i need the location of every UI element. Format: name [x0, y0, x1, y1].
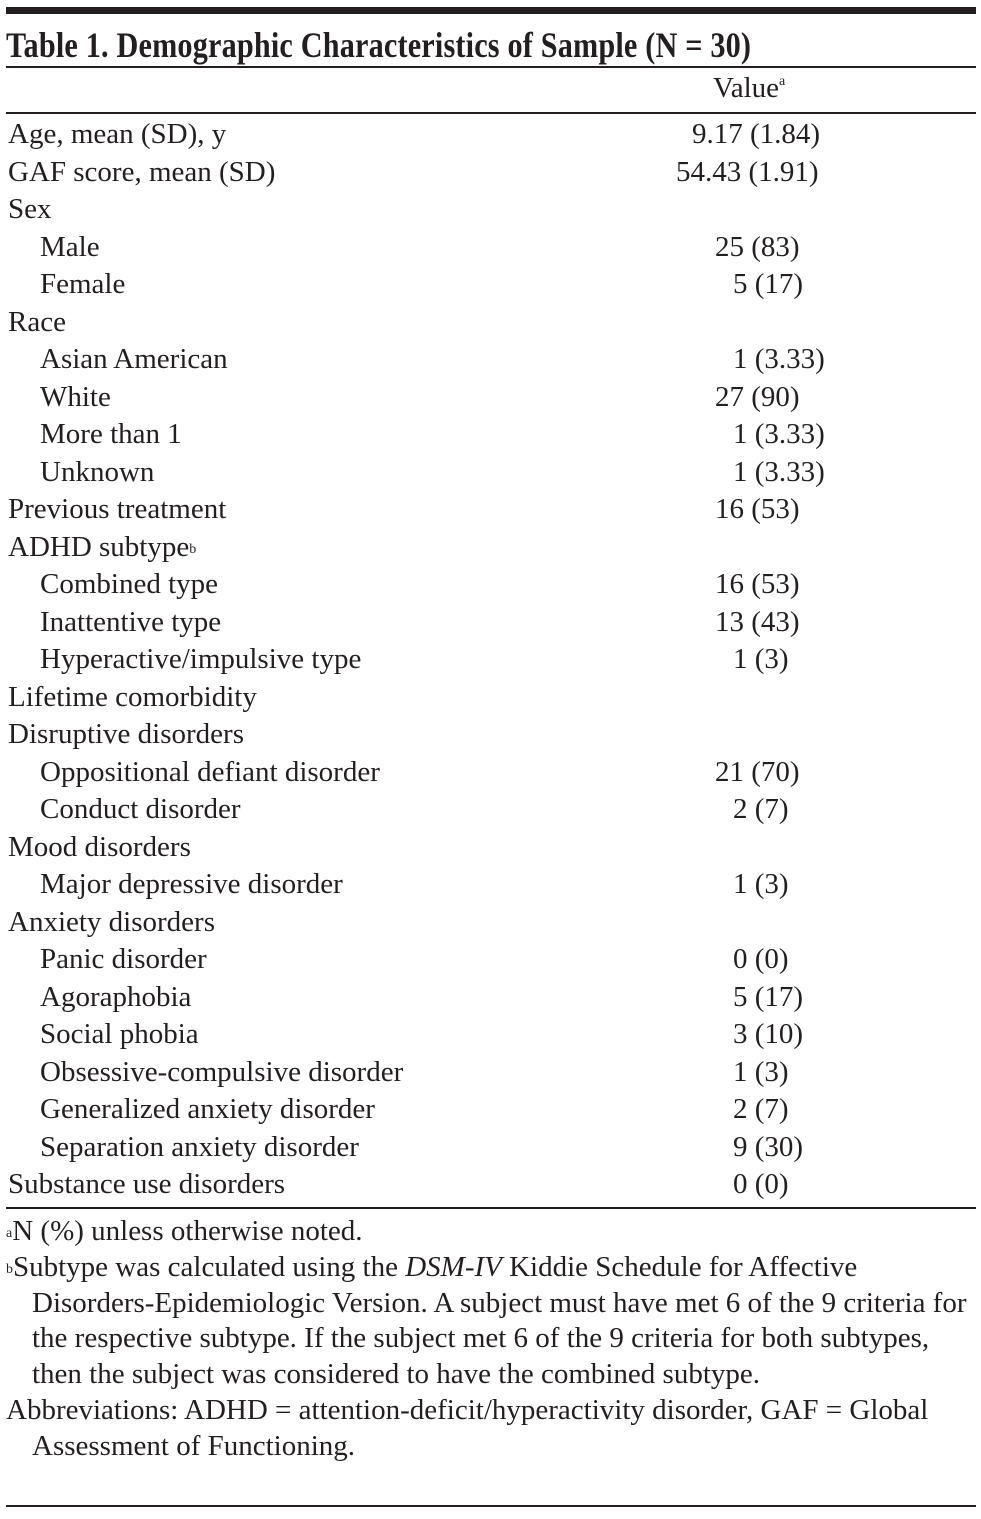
- footnote-text: Subtype was calculated using the: [13, 1250, 406, 1283]
- row-label: [8, 491, 226, 529]
- table-body: [0, 116, 981, 1204]
- row-label-text: Previous treatment: [8, 493, 227, 525]
- row-value: 9 (30): [733, 1130, 804, 1163]
- table-row: [0, 191, 981, 229]
- row-value: 25 (83): [715, 230, 800, 263]
- row-label: [8, 116, 226, 154]
- row-value: 0 (0): [733, 943, 789, 975]
- row-label: [8, 191, 52, 229]
- table-row: [0, 266, 981, 304]
- row-label: [8, 154, 275, 192]
- row-label: [8, 679, 257, 717]
- abbreviations: Abbreviations: ADHD = attention-deficit/hyperactivity disorder, GAF = Global Assessment of Functioning.: [6, 1393, 929, 1462]
- row-label-text: Unknown: [40, 455, 155, 488]
- table-row: [0, 566, 981, 604]
- row-label: [40, 1129, 359, 1167]
- footnote-mark: a: [779, 74, 786, 89]
- row-value: 16 (53): [715, 493, 800, 525]
- row-value: 1 (3.33): [733, 418, 825, 450]
- table-row: [0, 791, 981, 829]
- table-row: [0, 116, 981, 154]
- row-value: 0 (0): [733, 1168, 789, 1200]
- footnotes: [6, 1214, 976, 1465]
- bottom-rule: [6, 1505, 976, 1507]
- top-thick-rule: [6, 7, 976, 14]
- table-row: [0, 604, 981, 642]
- row-label: [40, 379, 111, 417]
- table-row: [0, 679, 981, 717]
- column-header-value: [713, 72, 785, 105]
- table-row: [0, 154, 981, 192]
- row-label: [40, 754, 380, 792]
- row-label: [8, 529, 196, 567]
- table-row: [0, 1091, 981, 1129]
- table-row: [0, 754, 981, 792]
- table-title: Table 1. Demographic Characteristics of Sample (N = 30): [6, 25, 752, 65]
- row-label: [40, 266, 125, 304]
- row-label: [8, 304, 66, 342]
- row-label: [40, 416, 182, 454]
- table-row: [0, 454, 981, 492]
- row-label: [40, 641, 361, 679]
- row-label-text: Major depressive disorder: [40, 868, 343, 900]
- row-label: [40, 341, 228, 379]
- footnote-b: [6, 1250, 976, 1393]
- row-value: 1 (3): [733, 868, 789, 900]
- row-label-text: Mood disorders: [8, 830, 191, 863]
- row-value: 5 (17): [733, 268, 804, 300]
- row-label: [40, 1091, 375, 1129]
- table-row: [0, 941, 981, 979]
- row-label-text: Anxiety disorders: [8, 905, 215, 938]
- column-header-label: Value: [713, 72, 780, 104]
- table-row: [0, 379, 981, 417]
- table-row: [0, 416, 981, 454]
- row-label: [40, 604, 221, 642]
- row-value: 27 (90): [715, 380, 800, 413]
- row-label: [40, 791, 241, 829]
- header-rule: [6, 112, 976, 114]
- row-value: 3 (10): [733, 1018, 804, 1050]
- row-label: [40, 866, 343, 904]
- table-row: [0, 716, 981, 754]
- row-label-text: Combined type: [40, 568, 219, 600]
- table-row: [0, 829, 981, 867]
- row-label-text: Female: [40, 268, 126, 300]
- table-row: [0, 979, 981, 1017]
- row-value: 1 (3): [733, 643, 789, 675]
- row-value: 5 (17): [733, 980, 804, 1013]
- row-value: 21 (70): [715, 755, 800, 788]
- table-row: [0, 904, 981, 942]
- table-row: [0, 1016, 981, 1054]
- row-label-text: Generalized anxiety disorder: [40, 1093, 375, 1125]
- row-value: 16 (53): [715, 568, 800, 600]
- footnote-mark: a: [6, 1226, 13, 1241]
- row-value: 13 (43): [715, 605, 800, 638]
- row-label: [40, 566, 218, 604]
- row-label: [40, 454, 154, 492]
- footnote-mark: b: [189, 541, 197, 557]
- table-row: [0, 491, 981, 529]
- row-label-text: Separation anxiety disorder: [40, 1130, 359, 1163]
- row-label-text: Asian American: [40, 343, 228, 375]
- row-label-text: Oppositional defiant disorder: [40, 755, 380, 788]
- row-label-text: Hyperactive/impulsive type: [40, 643, 362, 675]
- row-label-text: Disruptive disorders: [8, 718, 244, 750]
- row-label-text: More than 1: [40, 418, 182, 450]
- row-label-text: Sex: [8, 193, 52, 225]
- row-label-text: Male: [40, 230, 100, 263]
- title-rule: [6, 66, 976, 68]
- row-label: [8, 716, 244, 754]
- row-label: [40, 941, 207, 979]
- table-row: [0, 1129, 981, 1167]
- footnote-a: [6, 1214, 976, 1250]
- row-label-text: White: [40, 380, 111, 413]
- row-label-text: Substance use disorders: [8, 1168, 286, 1200]
- row-value: 1 (3.33): [733, 455, 825, 488]
- row-label: [8, 904, 215, 942]
- row-label: [40, 1054, 403, 1092]
- row-label-text: Social phobia: [40, 1018, 199, 1050]
- footnote-text: Kiddie Schedule for Affective Disorders-Epidemiologic Version. A subject must have met 6 of the 9 criteria for the respective subtype. If the subject met 6 of the 9 criteria for both subtypes, then the subject was considered to have the combined subtype.: [32, 1250, 967, 1391]
- table-row: [0, 1054, 981, 1092]
- row-value: 2 (7): [733, 793, 789, 825]
- row-value: 1 (3): [733, 1055, 789, 1088]
- footnote-mark: b: [6, 1261, 13, 1277]
- row-label: [8, 829, 191, 867]
- row-label-text: GAF score, mean (SD): [8, 155, 276, 188]
- row-label-text: Obsessive-compulsive disorder: [40, 1055, 404, 1088]
- table-row: [0, 866, 981, 904]
- row-label-text: Race: [8, 305, 66, 338]
- row-label: [40, 1016, 199, 1054]
- footnote-italic: DSM-IV: [405, 1250, 502, 1283]
- row-label: [40, 229, 100, 267]
- row-label-text: Conduct disorder: [40, 793, 241, 825]
- table-row: [0, 641, 981, 679]
- table-row: [0, 529, 981, 567]
- row-label-text: Agoraphobia: [40, 980, 192, 1013]
- row-value: 2 (7): [733, 1093, 789, 1125]
- table-row: [0, 304, 981, 342]
- footnote-text: N (%) unless otherwise noted.: [12, 1215, 363, 1247]
- row-label-text: Inattentive type: [40, 605, 222, 638]
- row-value: 9.17 (1.84): [692, 118, 821, 150]
- row-label-text: ADHD subtype: [8, 530, 190, 563]
- table-row: [0, 341, 981, 379]
- row-value: 1 (3.33): [733, 343, 825, 375]
- row-label: [40, 979, 191, 1017]
- row-label-text: Lifetime comorbidity: [8, 680, 257, 713]
- table-row: [0, 1166, 981, 1204]
- row-value: 54.43 (1.91): [676, 155, 819, 188]
- row-label: [8, 1166, 285, 1204]
- table-row: [0, 229, 981, 267]
- row-label-text: Age, mean (SD), y: [8, 118, 227, 150]
- bottom-table-rule: [6, 1207, 976, 1209]
- row-label-text: Panic disorder: [40, 943, 207, 975]
